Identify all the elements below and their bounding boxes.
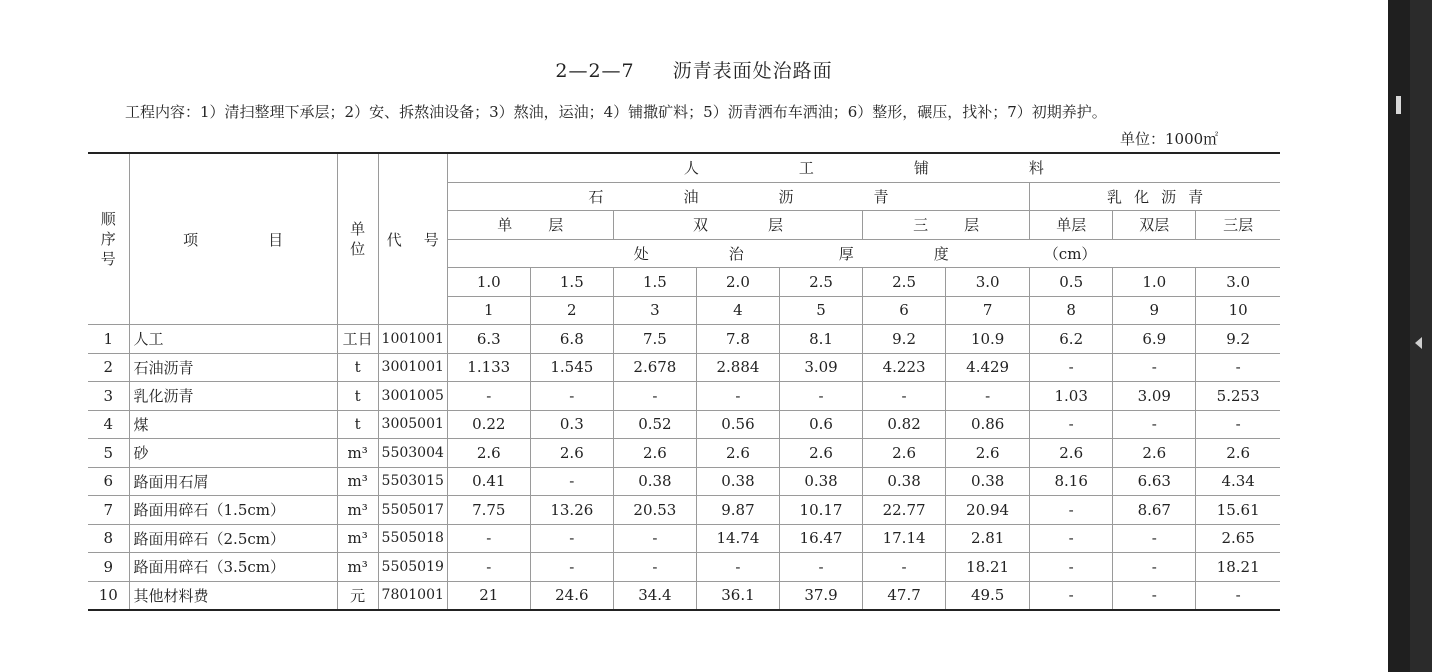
row-value: 17.14	[863, 524, 946, 553]
row-value: 4.34	[1196, 467, 1280, 496]
row-value: -	[863, 553, 946, 582]
row-value: 20.53	[613, 496, 696, 525]
row-seq: 8	[88, 524, 129, 553]
row-value: 0.3	[530, 410, 613, 439]
row-value: 14.74	[696, 524, 779, 553]
row-item-name: 其他材料费	[129, 581, 337, 610]
row-code: 7801001	[378, 581, 447, 610]
row-code: 5505019	[378, 553, 447, 582]
row-value: 22.77	[863, 496, 946, 525]
row-value: 2.6	[946, 439, 1030, 468]
table-row	[88, 496, 1280, 525]
column-number: 8	[1030, 296, 1113, 325]
row-value: -	[946, 382, 1030, 411]
row-value: -	[779, 382, 862, 411]
header-emu-double: 双层	[1113, 211, 1196, 240]
header-triple-layer: 三 层	[863, 211, 1030, 240]
row-value: 0.38	[946, 467, 1030, 496]
row-seq: 10	[88, 581, 129, 610]
row-value: 0.38	[863, 467, 946, 496]
collapse-left-icon[interactable]	[1415, 337, 1422, 349]
row-value: 5.253	[1196, 382, 1280, 411]
row-value: -	[779, 553, 862, 582]
table-row	[88, 581, 1280, 610]
row-value: 2.6	[696, 439, 779, 468]
row-value: 2.678	[613, 353, 696, 382]
row-value: 9.87	[696, 496, 779, 525]
row-item-name: 乳化沥青	[129, 382, 337, 411]
row-value: -	[1030, 353, 1113, 382]
column-number: 6	[863, 296, 946, 325]
row-value: 6.8	[530, 325, 613, 354]
table-row	[88, 553, 1280, 582]
row-value: -	[1030, 524, 1113, 553]
row-value: 49.5	[946, 581, 1030, 610]
row-item-name: 路面用石屑	[129, 467, 337, 496]
row-code: 5505017	[378, 496, 447, 525]
column-number: 3	[613, 296, 696, 325]
title-name: 沥青表面处治路面	[672, 60, 833, 82]
table-row	[88, 382, 1280, 411]
row-value: 9.2	[863, 325, 946, 354]
row-code: 5503004	[378, 439, 447, 468]
row-value: 8.67	[1113, 496, 1196, 525]
row-item-name: 路面用碎石（1.5cm）	[129, 496, 337, 525]
row-value: 2.6	[613, 439, 696, 468]
thickness-value: 3.0	[946, 268, 1030, 297]
row-value: 18.21	[946, 553, 1030, 582]
row-value: -	[863, 382, 946, 411]
table-row	[88, 467, 1280, 496]
row-value: -	[1113, 524, 1196, 553]
scrollbar-thumb[interactable]	[1396, 96, 1401, 114]
row-value: 4.223	[863, 353, 946, 382]
row-value: 0.52	[613, 410, 696, 439]
row-value: 9.2	[1196, 325, 1280, 354]
row-seq: 6	[88, 467, 129, 496]
row-value: 0.38	[779, 467, 862, 496]
row-item-name: 砂	[129, 439, 337, 468]
row-value: 21	[447, 581, 530, 610]
row-value: -	[1113, 410, 1196, 439]
row-value: 8.1	[779, 325, 862, 354]
header-unit: 单 位	[337, 153, 378, 325]
row-code: 3001001	[378, 353, 447, 382]
row-value: -	[530, 553, 613, 582]
row-value: 7.8	[696, 325, 779, 354]
row-value: 0.86	[946, 410, 1030, 439]
thickness-value: 2.5	[863, 268, 946, 297]
column-number: 4	[696, 296, 779, 325]
row-value: 6.9	[1113, 325, 1196, 354]
row-value: 2.6	[530, 439, 613, 468]
header-thickness: 处 治 厚 度 （cm）	[447, 239, 1280, 268]
row-unit: t	[337, 382, 378, 411]
row-value: 34.4	[613, 581, 696, 610]
header-single-layer: 单 层	[447, 211, 613, 240]
column-number: 5	[779, 296, 862, 325]
row-code: 3001005	[378, 382, 447, 411]
row-item-name: 人工	[129, 325, 337, 354]
table-row	[88, 439, 1280, 468]
row-value: -	[1196, 353, 1280, 382]
row-value: 2.6	[779, 439, 862, 468]
row-unit: m³	[337, 439, 378, 468]
row-value: 24.6	[530, 581, 613, 610]
row-value: -	[613, 382, 696, 411]
row-value: -	[1030, 496, 1113, 525]
row-value: -	[530, 524, 613, 553]
row-value: 0.22	[447, 410, 530, 439]
row-value: 6.3	[447, 325, 530, 354]
row-value: -	[613, 553, 696, 582]
table-row	[88, 353, 1280, 382]
row-value: 0.38	[613, 467, 696, 496]
row-value: -	[1030, 553, 1113, 582]
title-number: 2—2—7	[555, 60, 635, 82]
row-unit: t	[337, 353, 378, 382]
row-code: 5503015	[378, 467, 447, 496]
table-row	[88, 410, 1280, 439]
row-unit: 元	[337, 581, 378, 610]
thickness-value: 0.5	[1030, 268, 1113, 297]
row-item-name: 煤	[129, 410, 337, 439]
row-code: 1001001	[378, 325, 447, 354]
thickness-value: 1.5	[613, 268, 696, 297]
row-value: 16.47	[779, 524, 862, 553]
column-number: 7	[946, 296, 1030, 325]
row-seq: 9	[88, 553, 129, 582]
page-title	[0, 56, 1388, 83]
row-value: 2.6	[447, 439, 530, 468]
row-seq: 2	[88, 353, 129, 382]
row-value: -	[696, 382, 779, 411]
row-value: -	[447, 553, 530, 582]
table-row	[88, 325, 1280, 354]
row-code: 3005001	[378, 410, 447, 439]
row-value: 2.6	[863, 439, 946, 468]
row-value: 1.545	[530, 353, 613, 382]
row-value: 4.429	[946, 353, 1030, 382]
row-value: -	[1113, 353, 1196, 382]
thickness-value: 1.5	[530, 268, 613, 297]
row-value: 36.1	[696, 581, 779, 610]
row-item-name: 石油沥青	[129, 353, 337, 382]
row-item-name: 路面用碎石（2.5cm）	[129, 524, 337, 553]
row-seq: 5	[88, 439, 129, 468]
row-value: 7.75	[447, 496, 530, 525]
row-value: 3.09	[779, 353, 862, 382]
row-unit: m³	[337, 467, 378, 496]
unit-line: 单位：1000㎡	[1120, 130, 1219, 148]
row-value: -	[1113, 581, 1196, 610]
row-value: 2.884	[696, 353, 779, 382]
row-value: -	[447, 524, 530, 553]
header-double-layer: 双 层	[613, 211, 862, 240]
row-value: 3.09	[1113, 382, 1196, 411]
row-value: 18.21	[1196, 553, 1280, 582]
row-seq: 4	[88, 410, 129, 439]
row-value: -	[696, 553, 779, 582]
header-code: 代 号	[378, 153, 447, 325]
quota-table	[88, 152, 1280, 611]
row-value: 37.9	[779, 581, 862, 610]
column-number: 2	[530, 296, 613, 325]
row-item-name: 路面用碎石（3.5cm）	[129, 553, 337, 582]
row-value: 0.41	[447, 467, 530, 496]
row-value: 20.94	[946, 496, 1030, 525]
header-petroleum-asphalt: 石 油 沥 青	[447, 182, 1029, 211]
row-value: -	[530, 382, 613, 411]
row-value: 13.26	[530, 496, 613, 525]
row-unit: m³	[337, 496, 378, 525]
row-value: 2.65	[1196, 524, 1280, 553]
row-seq: 1	[88, 325, 129, 354]
row-unit: t	[337, 410, 378, 439]
thickness-value: 1.0	[447, 268, 530, 297]
work-content-line: 工程内容：1）清扫整理下承层；2）安、拆熬油设备；3）熬油，运油；4）铺撒矿料；5）沥青洒布车洒油；6）整形，碾压，找补；7）初期养护。	[125, 103, 1107, 121]
thickness-value: 3.0	[1196, 268, 1280, 297]
row-unit: 工日	[337, 325, 378, 354]
row-value: 2.6	[1113, 439, 1196, 468]
row-value: -	[1030, 410, 1113, 439]
row-value: 0.6	[779, 410, 862, 439]
row-value: -	[1196, 410, 1280, 439]
header-manual-paving: 人 工 铺 料	[447, 153, 1280, 182]
row-value: 2.81	[946, 524, 1030, 553]
row-value: 6.63	[1113, 467, 1196, 496]
row-value: -	[1196, 581, 1280, 610]
column-number: 9	[1113, 296, 1196, 325]
row-value: 1.03	[1030, 382, 1113, 411]
row-value: 47.7	[863, 581, 946, 610]
header-item: 项 目	[129, 153, 337, 325]
row-value: 7.5	[613, 325, 696, 354]
row-value: 15.61	[1196, 496, 1280, 525]
row-value: 10.17	[779, 496, 862, 525]
row-value: -	[447, 382, 530, 411]
row-value: 0.38	[696, 467, 779, 496]
row-value: 8.16	[1030, 467, 1113, 496]
header-emulsified-asphalt: 乳 化 沥 青	[1030, 182, 1280, 211]
row-seq: 7	[88, 496, 129, 525]
header-emu-triple: 三层	[1196, 211, 1280, 240]
row-value: 2.6	[1196, 439, 1280, 468]
column-number: 1	[447, 296, 530, 325]
header-emu-single: 单层	[1030, 211, 1113, 240]
row-code: 5505018	[378, 524, 447, 553]
row-value: 1.133	[447, 353, 530, 382]
row-value: -	[1030, 581, 1113, 610]
column-number: 10	[1196, 296, 1280, 325]
header-row-1	[88, 153, 1280, 182]
table-row	[88, 524, 1280, 553]
row-seq: 3	[88, 382, 129, 411]
row-value: -	[613, 524, 696, 553]
row-value: 2.6	[1030, 439, 1113, 468]
thickness-value: 2.5	[779, 268, 862, 297]
row-value: -	[1113, 553, 1196, 582]
thickness-value: 1.0	[1113, 268, 1196, 297]
row-unit: m³	[337, 524, 378, 553]
header-seq: 顺 序 号	[88, 153, 129, 325]
row-unit: m³	[337, 553, 378, 582]
row-value: 10.9	[946, 325, 1030, 354]
row-value: 6.2	[1030, 325, 1113, 354]
row-value: 0.82	[863, 410, 946, 439]
row-value: -	[530, 467, 613, 496]
row-value: 0.56	[696, 410, 779, 439]
thickness-value: 2.0	[696, 268, 779, 297]
